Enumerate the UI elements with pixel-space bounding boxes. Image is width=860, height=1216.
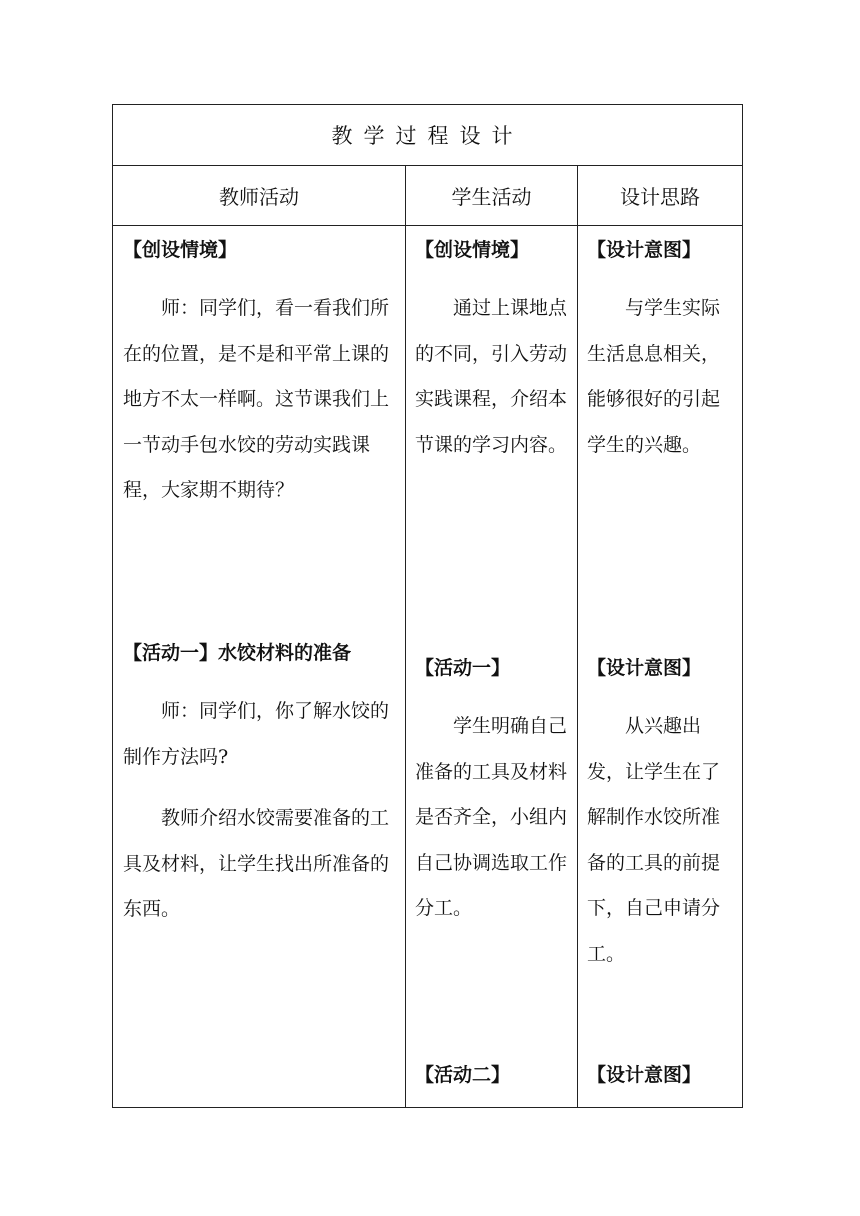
table-title: 教学过程设计 xyxy=(113,105,742,166)
teacher-section-text: 师：同学们，你了解水饺的制作方法吗? xyxy=(123,700,390,768)
header-teacher-activity: 教师活动 xyxy=(219,184,299,209)
table-header-row xyxy=(113,165,742,226)
header-design-idea: 设计思路 xyxy=(620,184,700,209)
design-idea-column xyxy=(578,226,742,1107)
design-section-text: 从兴趣出发，让学生在了解制作水饺所准备的工具的前提下，自己申请分工。 xyxy=(587,715,721,965)
student-section-text: 学生明确自己准备的工具及材料是否齐全，小组内自己协调选取工作分工。 xyxy=(415,715,568,919)
teacher-section-heading: 【创设情境】 xyxy=(123,239,238,261)
student-section-heading: 【创设情境】 xyxy=(415,239,530,261)
teacher-section-heading: 【活动一】水饺材料的准备 xyxy=(123,642,352,664)
teacher-section-text: 师：同学们，看一看我们所在的位置，是不是和平常上课的地方不太一样啊。这节课我们上一节动手包水饺的劳动实践课程，大家期不期待？ xyxy=(123,297,390,501)
design-section-heading: 【设计意图】 xyxy=(587,657,702,679)
lesson-process-table xyxy=(112,104,743,1108)
student-section-heading: 【活动二】 xyxy=(415,1064,511,1086)
design-section-text: 与学生实际生活息息相关，能够很好的引起学生的兴趣。 xyxy=(587,297,721,456)
design-section-heading: 【设计意图】 xyxy=(587,239,702,261)
header-student-activity: 学生活动 xyxy=(451,184,532,209)
student-section-heading: 【活动一】 xyxy=(415,657,511,679)
teacher-activity-column xyxy=(113,226,405,1107)
design-section-heading: 【设计意图】 xyxy=(587,1064,702,1086)
student-section-text: 通过上课地点的不同，引入劳动实践课程，介绍本节课的学习内容。 xyxy=(415,297,568,456)
student-activity-column xyxy=(406,226,577,1107)
teacher-section-text: 教师介绍水饺需要准备的工具及材料，让学生找出所准备的东西。 xyxy=(123,807,390,920)
